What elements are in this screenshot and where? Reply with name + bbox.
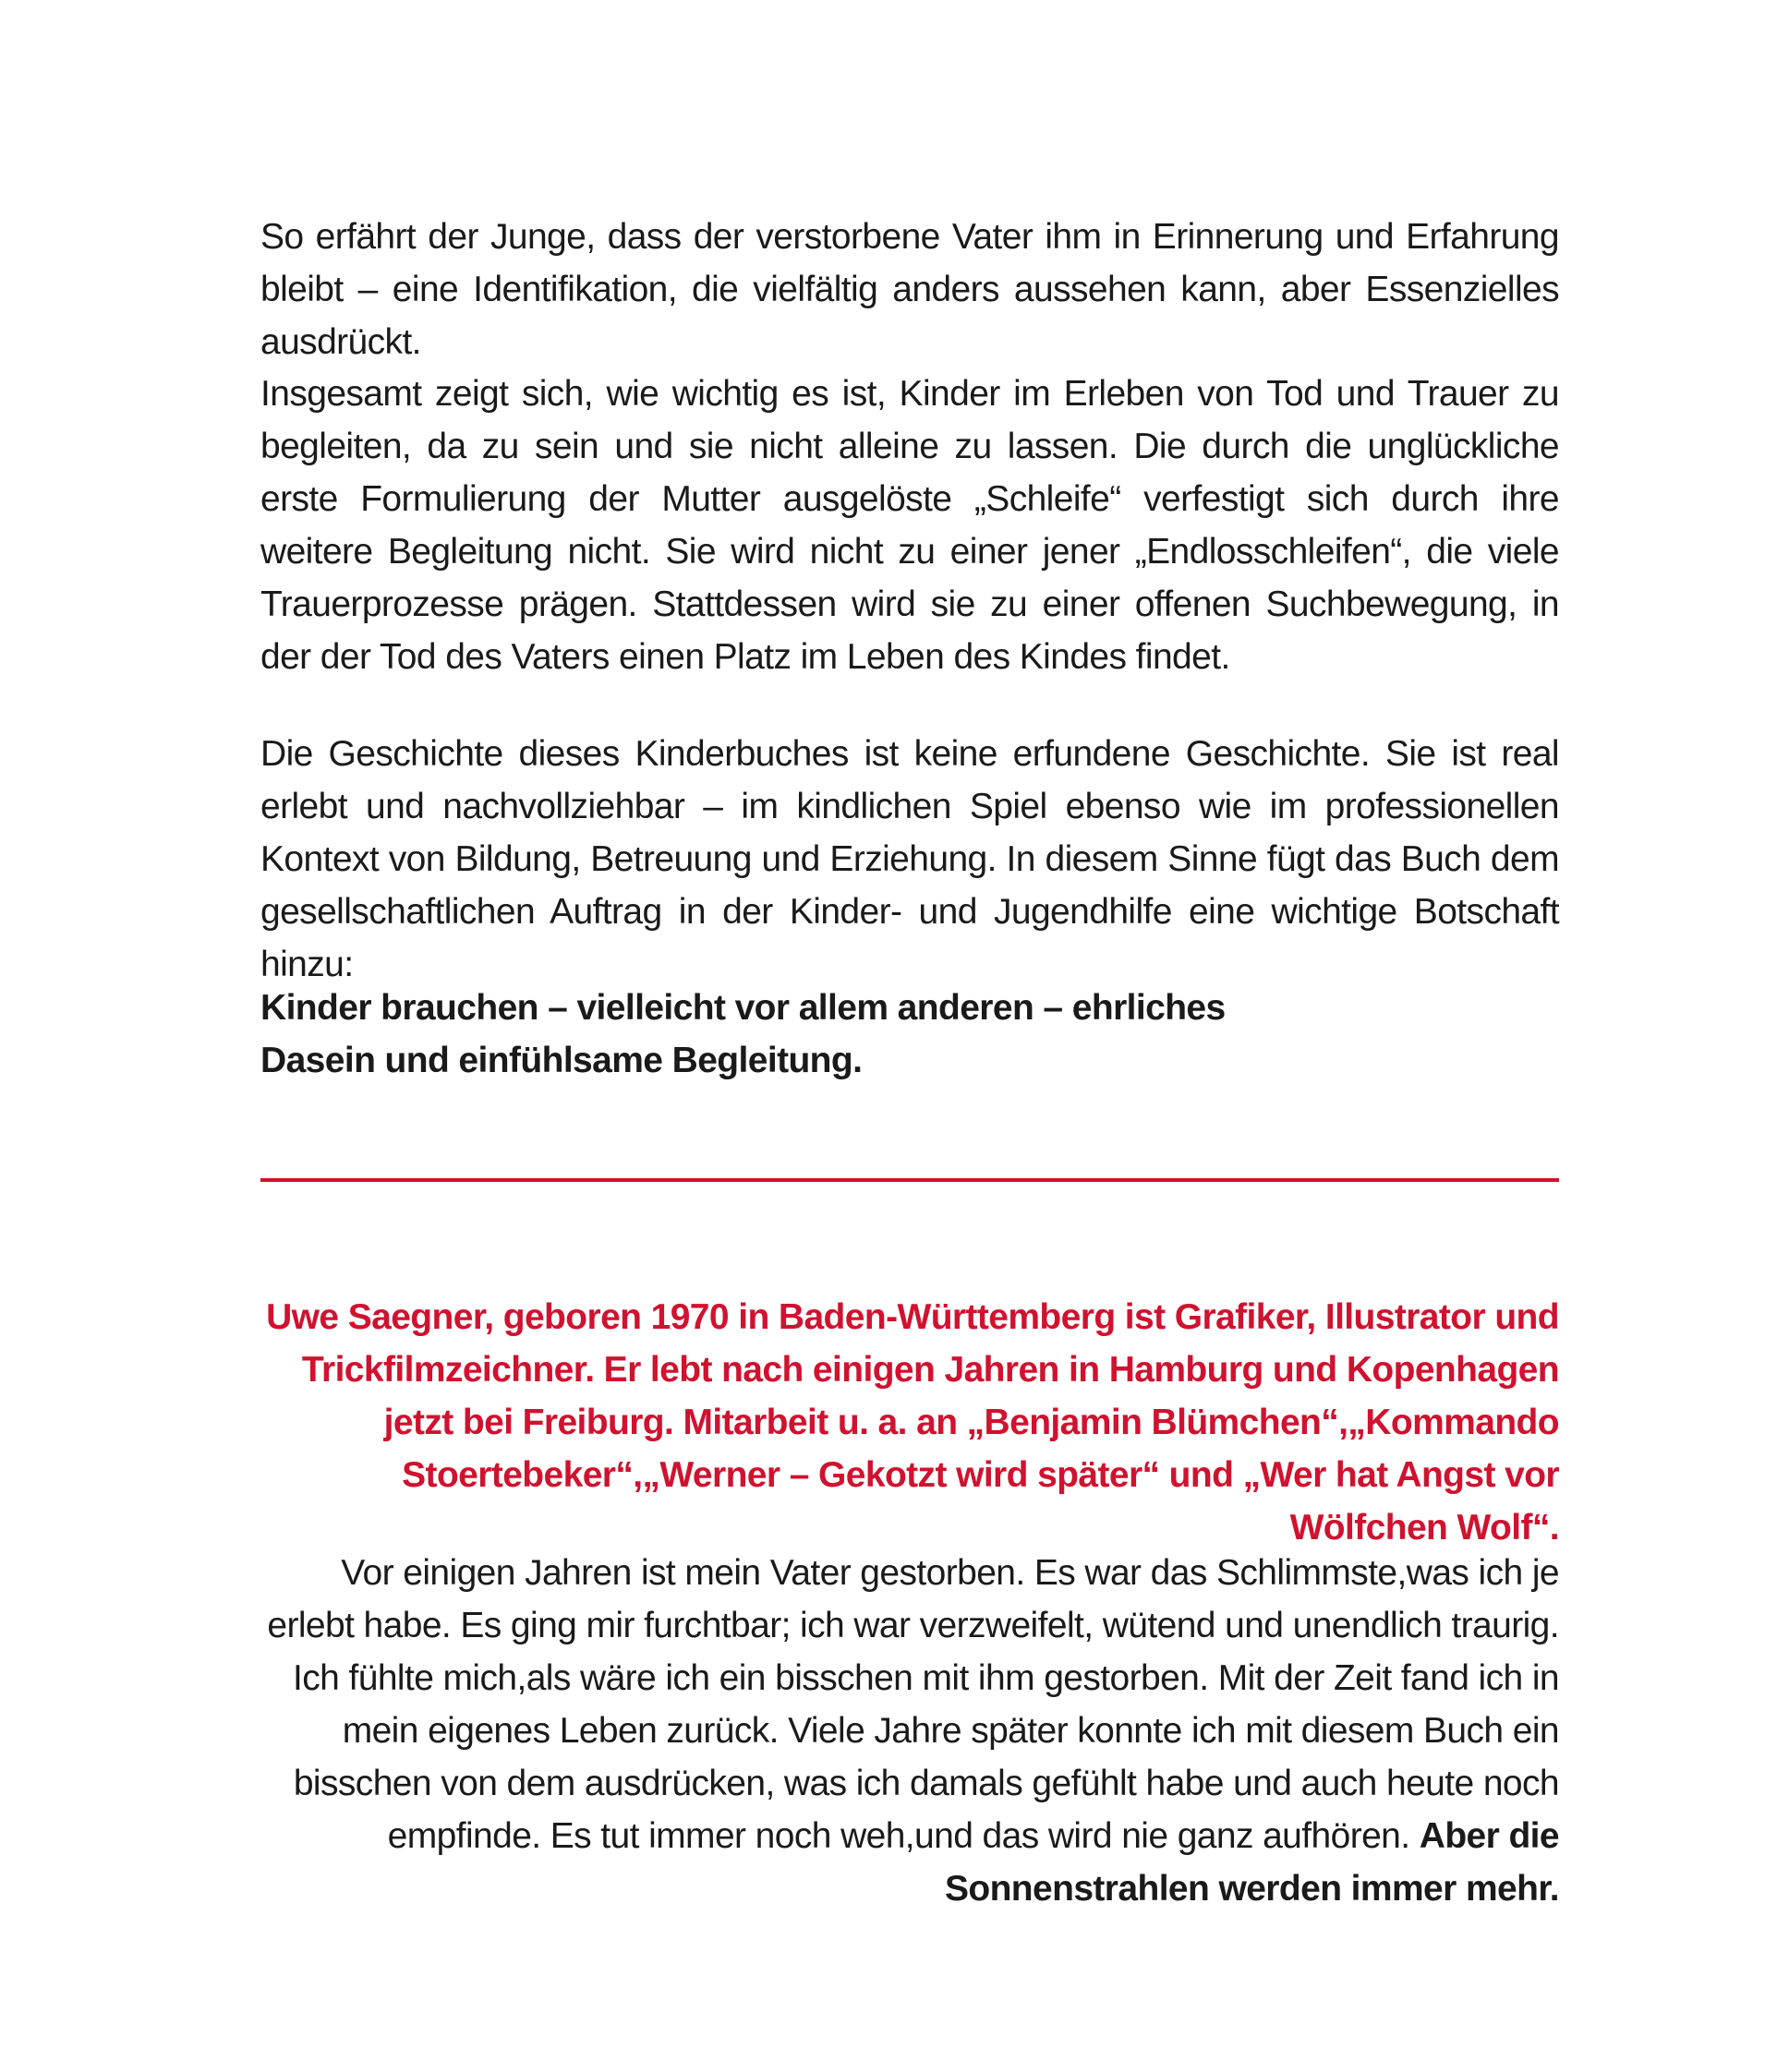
author-note-closing: Aber die Sonnenstrahlen werden immer mehr.	[944, 1816, 1559, 1909]
author-note-text: Vor einigen Jahren ist mein Vater gestorben. Es war das Schlimmste,was ich je erlebt habe. Es ging mir furchtbar; ich war verzweifelt, wütend und unendlich traurig. Ich fühlte mich,als wäre ich ein bisschen mit ihm gestorben. Mit der Zeit fand ich in mein eigenes Leben zurück. Viele Jahre später konnte ich mit diesem Buch ein bisschen von dem ausdrücken, was ich damals gefühlt habe und auch heute noch empfinde. Es tut immer noch weh,und das wird nie ganz aufhören.	[267, 1553, 1559, 1856]
paragraph-identification: So erfährt der Junge, dass der verstorbene Vater ihm in Erinnerung und Erfahrung bleibt – eine Identifikation, die vielfältig anders aussehen kann, aber Essenzielles ausdrückt.	[260, 217, 1559, 362]
paragraph-real-story: Die Geschichte dieses Kinderbuches ist keine erfundene Geschichte. Sie ist real erlebt und nachvollziehbar – im kindlichen Spiel ebenso wie im professionellen Kontext von Bildung, Betreuung und Erziehung. In diesem Sinne fügt das Buch dem gesellschaftlichen Auftrag in der Kinder- und Jugendhilfe eine wichtige Botschaft hinzu:	[260, 734, 1559, 984]
key-message: Kinder brauchen – vielleicht vor allem anderen – ehrliches Dasein und einfühlsame Begleitung.	[260, 988, 1226, 1080]
section-divider	[260, 1178, 1559, 1182]
paragraph-accompaniment: Insgesamt zeigt sich, wie wichtig es ist, Kinder im Erleben von Tod und Trauer zu begleiten, da zu sein und sie nicht alleine zu lassen. Die durch die unglückliche erste Formulierung der Mutter ausgelöste „Schleife“ verfestigt sich durch ihre weitere Begleitung nicht. Sie wird nicht zu einer jener „Endlosschleifen“, die viele Trauerprozesse prägen. Stattdessen wird sie zu einer offenen Suchbewegung, in der der Tod des Vaters einen Platz im Leben des Kindes findet.	[260, 374, 1559, 677]
author-bio: Uwe Saegner, geboren 1970 in Baden-Württemberg ist Grafiker, Illustrator und Trickfilmzeichner. Er lebt nach einigen Jahren in Hamburg und Kopenhagen jetzt bei Freiburg. Mitarbeit u. a. an „Benjamin Blümchen“,„Kommando Stoertebeker“,„Werner – Gekotzt wird später“ und „Wer hat Angst vor Wölfchen Wolf“.	[266, 1297, 1559, 1548]
author-note	[260, 1547, 1559, 1915]
